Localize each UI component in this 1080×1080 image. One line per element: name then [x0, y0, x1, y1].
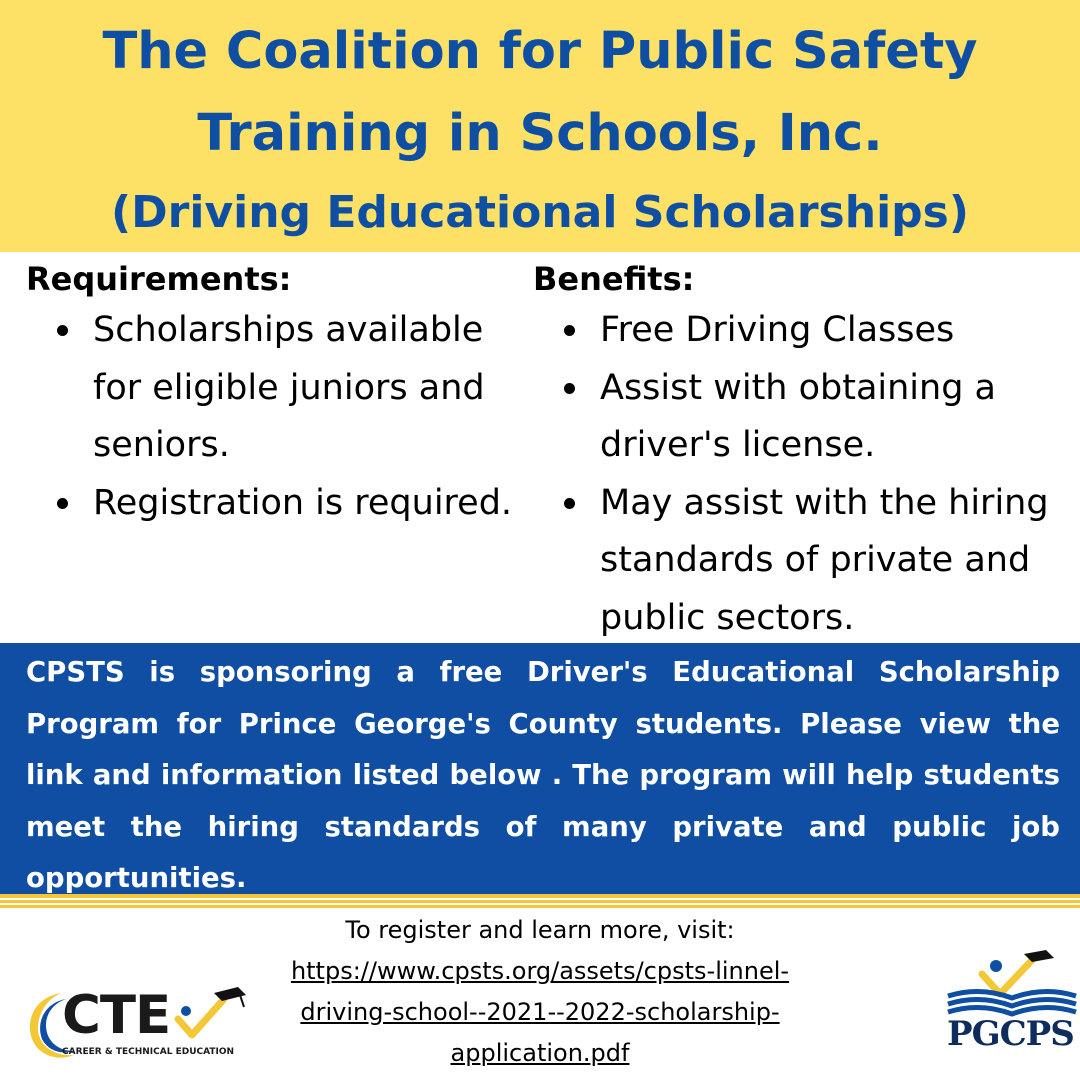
title-banner	[0, 0, 1080, 252]
bullet-icon	[564, 383, 575, 394]
requirement-text: Scholarships available for eligible juniors and seniors.	[93, 310, 485, 465]
graduation-check-icon	[168, 985, 248, 1045]
list-item	[533, 475, 1078, 648]
list-item	[533, 302, 1078, 360]
list-item	[26, 475, 516, 533]
benefits-list	[533, 302, 1078, 647]
registration-info	[260, 910, 820, 1074]
bullet-icon	[564, 325, 575, 336]
benefits-section	[533, 256, 1078, 647]
requirements-list	[26, 302, 516, 532]
benefit-text: May assist with the hiring standards of private and public sectors.	[600, 482, 1049, 638]
title-line-1: The Coalition for Public Safety	[102, 22, 978, 81]
cte-logo	[22, 985, 252, 1065]
list-item	[533, 360, 1078, 475]
title-line-3: (Driving Educational Scholarships)	[111, 187, 969, 238]
bullet-icon	[57, 325, 68, 336]
benefit-text: Assist with obtaining a driver's license.	[600, 367, 997, 465]
announcement-panel	[0, 643, 1080, 894]
book-check-icon	[944, 950, 1080, 1020]
requirements-heading: Requirements:	[26, 260, 292, 298]
pgcps-wordmark: PGCPS	[947, 1014, 1074, 1054]
scholarship-application-link[interactable]: https://www.cpsts.org/assets/cpsts-linnel-driving-school--2021--2022-scholarship-application.pdf	[290, 957, 790, 1067]
requirements-section	[26, 256, 516, 532]
benefit-text: Free Driving Classes	[600, 310, 955, 350]
register-intro: To register and learn more, visit:	[345, 916, 735, 944]
benefits-heading: Benefits:	[533, 260, 695, 298]
requirement-text: Registration is required.	[93, 482, 513, 523]
announcement-text: CPSTS is sponsoring a free Driver's Educational Scholarship Program for Prince George's County students. Please view the link and information listed below . The program will help students meet the hiring standards of many private and public job opportunities.	[26, 656, 1060, 894]
cte-wordmark: CTE	[62, 985, 171, 1046]
cte-tagline: CAREER & TECHNICAL EDUCATION	[62, 1047, 235, 1057]
title-line-2: Training in Schools, Inc.	[197, 104, 883, 163]
bullet-icon	[57, 498, 68, 509]
bullet-icon	[564, 498, 575, 509]
pgcps-logo	[944, 950, 1080, 1065]
list-item	[26, 302, 516, 475]
